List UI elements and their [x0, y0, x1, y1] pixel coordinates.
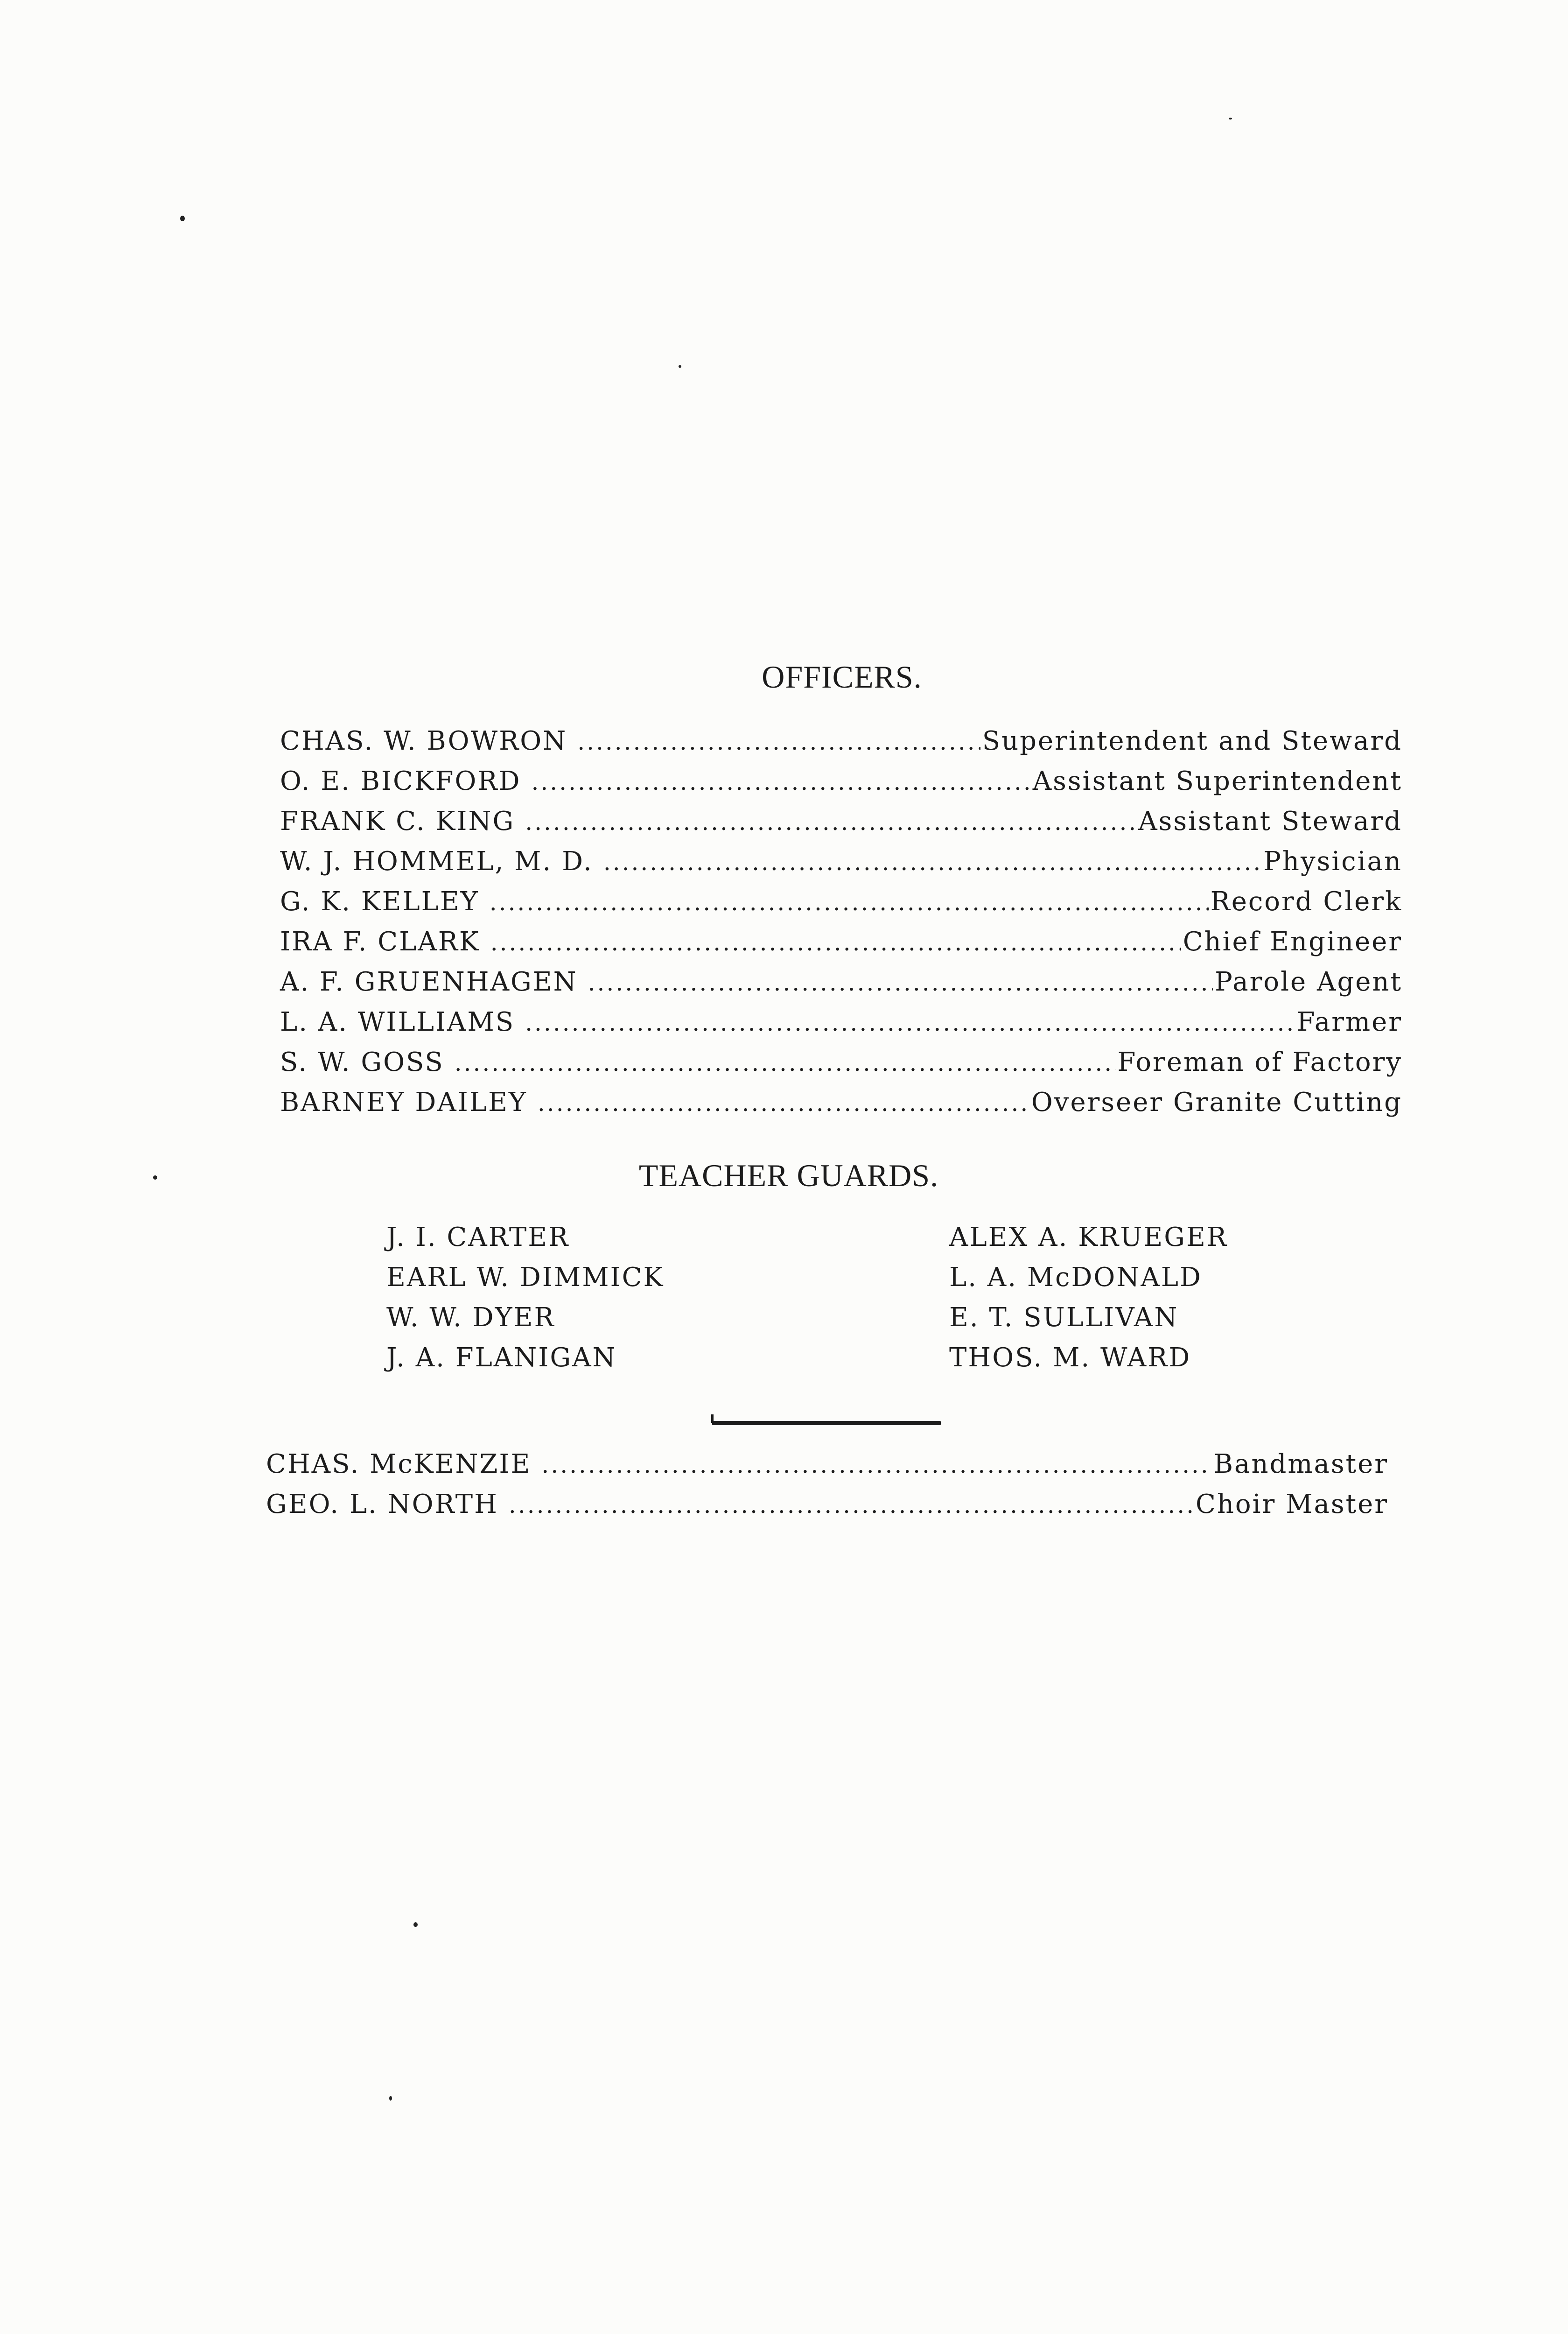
officer-row: [280, 882, 1402, 922]
officer-name: L. A. WILLIAMS: [280, 1007, 515, 1037]
officer-role: Record Clerk: [1210, 886, 1402, 917]
print-speck: [389, 2096, 392, 2101]
dot-leader: [538, 1083, 1029, 1123]
print-speck: [413, 1922, 418, 1927]
teacher-guards-left-column: [386, 1217, 664, 1378]
officer-name: FRANK C. KING: [280, 806, 515, 837]
teacher-guards-heading: TEACHER GUARDS.: [638, 1158, 939, 1193]
teacher-guard-name: J. A. FLANIGAN: [386, 1343, 617, 1373]
dot-leader: [490, 922, 1181, 963]
officer-name: O. E. BICKFORD: [280, 766, 521, 796]
dot-leader: [455, 1043, 1116, 1083]
officer-row: [280, 1083, 1402, 1123]
officer-row: [280, 1002, 1402, 1042]
other-officers-list: [266, 1444, 1388, 1525]
officer-name: W. J. HOMMEL, M. D.: [280, 846, 593, 877]
officer-row: [266, 1484, 1388, 1525]
officer-name: A. F. GRUENHAGEN: [280, 967, 578, 997]
teacher-guard-name: W. W. DYER: [386, 1302, 555, 1333]
dot-leader: [532, 762, 1031, 802]
officer-role: Assistant Steward: [1138, 806, 1402, 837]
officers-list: [280, 721, 1402, 1123]
teacher-guard-name: E. T. SULLIVAN: [949, 1302, 1179, 1333]
section-divider-rule: [712, 1421, 941, 1425]
officer-name: CHAS. W. BOWRON: [280, 726, 567, 756]
officer-row: [280, 721, 1402, 761]
teacher-guard-name: ALEX A. KRUEGER: [949, 1222, 1228, 1252]
officer-name: IRA F. CLARK: [280, 927, 480, 957]
print-speck: [679, 365, 681, 368]
dot-leader: [603, 842, 1261, 882]
officer-role: Farmer: [1296, 1007, 1402, 1037]
officer-row: [266, 1444, 1388, 1484]
officer-name: G. K. KELLEY: [280, 886, 479, 917]
dot-leader: [577, 722, 980, 762]
officers-heading: OFFICERS.: [762, 659, 922, 695]
print-speck: [180, 216, 185, 221]
officer-role: Bandmaster: [1213, 1449, 1388, 1479]
officer-name: CHAS. McKENZIE: [266, 1449, 532, 1479]
officer-role: Parole Agent: [1215, 967, 1402, 997]
officer-role: Superintendent and Steward: [982, 726, 1402, 756]
officer-role: Foreman of Factory: [1117, 1047, 1402, 1077]
dot-leader: [490, 882, 1209, 922]
officer-role: Overseer Granite Cutting: [1031, 1087, 1402, 1118]
officer-row: [280, 962, 1402, 1002]
teacher-guard-name: J. I. CARTER: [386, 1222, 570, 1252]
officer-role: Chief Engineer: [1183, 927, 1402, 957]
teacher-guard-name: EARL W. DIMMICK: [386, 1262, 665, 1293]
officer-role: Assistant Superintendent: [1032, 766, 1402, 796]
dot-leader: [525, 1003, 1295, 1043]
officer-name: BARNEY DAILEY: [280, 1087, 527, 1118]
officer-role: Choir Master: [1196, 1489, 1388, 1519]
teacher-guard-name: THOS. M. WARD: [949, 1343, 1191, 1373]
dot-leader: [509, 1485, 1194, 1525]
dot-leader: [541, 1445, 1211, 1485]
dot-leader: [525, 802, 1136, 842]
teacher-guard-name: L. A. McDONALD: [949, 1262, 1202, 1293]
dot-leader: [588, 963, 1213, 1003]
officer-row: [280, 761, 1402, 801]
officer-row: [280, 801, 1402, 842]
officer-role: Physician: [1263, 846, 1402, 877]
officer-name: GEO. L. NORTH: [266, 1489, 498, 1519]
officer-row: [280, 1042, 1402, 1083]
print-speck: [1229, 118, 1232, 120]
teacher-guards-right-column: [949, 1217, 1228, 1378]
officer-row: [280, 842, 1402, 882]
officer-row: [280, 922, 1402, 962]
officer-name: S. W. GOSS: [280, 1047, 444, 1077]
